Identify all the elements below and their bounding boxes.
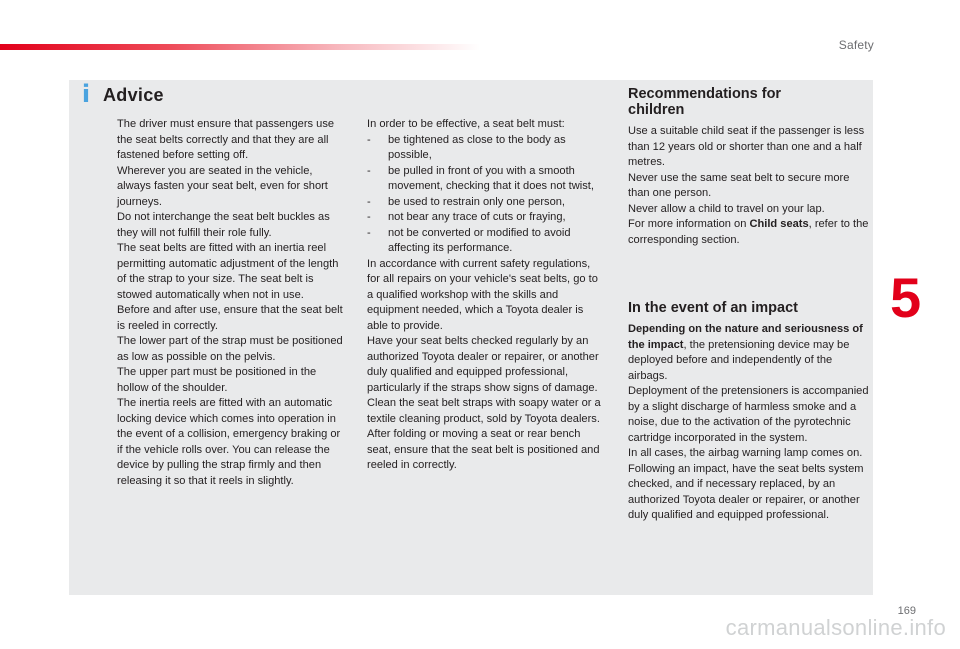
- list-dash: -: [367, 164, 371, 177]
- list-item: - not be converted or modified to avoid affecting its performance.: [367, 226, 571, 254]
- list-dash: -: [367, 211, 371, 223]
- list-dash: -: [367, 226, 371, 239]
- paragraph: Depending on the nature and seriousness of the impact, the pretensioning device may be deployed before and independently of the airbags.: [628, 323, 863, 382]
- list-item: - be used to restrain only one person,: [367, 195, 602, 211]
- paragraph: The driver must ensure that passengers use the seat belts correctly and that they are all fastened before setting off.: [117, 118, 335, 161]
- list-dash: -: [367, 195, 371, 208]
- chapter-number: 5: [890, 266, 922, 329]
- list-item: - be pulled in front of you with a smooth movement, checking that it does not twist,: [367, 164, 594, 192]
- advice-column-1: [117, 117, 347, 489]
- impact-title: In the event of an impact: [628, 300, 798, 316]
- list-item: - be tightened as close to the body as possible,: [367, 133, 566, 161]
- info-icon: i: [81, 80, 91, 108]
- paragraph: Do not interchange the seat belt buckles as they will not fulfill their role fully.: [117, 211, 330, 239]
- child-seats-reference: Child seats: [749, 218, 809, 230]
- list-dash: -: [367, 133, 371, 146]
- paragraph: For more information on Child seats, refer to the corresponding section.: [628, 218, 869, 246]
- watermark: carmanualsonline.info: [725, 615, 946, 640]
- header-accent-bar: [0, 44, 480, 50]
- advice-column-2: [367, 117, 602, 474]
- paragraph: After folding or moving a seat or rear bench seat, ensure that the seat belt is positioned and reeled in correctly.: [367, 428, 600, 471]
- section-label: Safety: [838, 38, 874, 52]
- recommendations-title: Recommendations for children: [628, 86, 782, 118]
- page-number: 169: [897, 605, 916, 617]
- paragraph: In accordance with current safety regulations, for all repairs on your vehicle's seat belts, go to a qualified workshop with the skills and equipment needed, which a Toyota dealer is able to provide.: [367, 257, 598, 332]
- paragraph: Before and after use, ensure that the seat belt is reeled in correctly.: [117, 304, 343, 332]
- paragraph: Have your seat belts checked regularly by an authorized Toyota dealer or repairer, or another duly qualified and equipped professional, particularly if the straps show signs of damage.: [367, 335, 599, 394]
- list-item: - not bear any trace of cuts or fraying,: [367, 210, 602, 226]
- paragraph: The upper part must be positioned in the hollow of the shoulder.: [117, 366, 317, 394]
- paragraph: Following an impact, have the seat belts system checked, and if necessary replaced, by an authorized Toyota dealer or repairer, or another duly qualified and equipped professional.: [628, 462, 864, 521]
- recommendations-column: [628, 124, 870, 248]
- paragraph: In all cases, the airbag warning lamp comes on.: [628, 447, 863, 459]
- impact-column: [628, 322, 870, 524]
- paragraph: The seat belts are fitted with an inertia reel permitting automatic adjustment of the length of the strap to your size. The seat belt is stowed automatically when not in use.: [117, 242, 339, 301]
- paragraph: Deployment of the pretensioners is accompanied by a slight discharge of harmless smoke and a noise, due to the activation of the pyrotechnic cartridge incorporated in the system.: [628, 385, 869, 444]
- paragraph: In order to be effective, a seat belt must:: [367, 118, 565, 130]
- paragraph: Never use the same seat belt to secure more than one person.: [628, 171, 850, 199]
- paragraph: The inertia reels are fitted with an automatic locking device which comes into operation in the event of a collision, emergency braking or if the vehicle rolls over. You can release the device by pulling the strap firmly and then releasing it so that it reels in slightly.: [117, 397, 341, 487]
- paragraph: Clean the seat belt straps with soapy water or a textile cleaning product, sold by Toyota dealers.: [367, 397, 601, 425]
- paragraph: Use a suitable child seat if the passenger is less than 12 years old or shorter than one and a half metres.: [628, 125, 865, 168]
- paragraph: Wherever you are seated in the vehicle, always fasten your seat belt, even for short journeys.: [117, 164, 328, 208]
- paragraph: The lower part of the strap must be positioned as low as possible on the pelvis.: [117, 335, 343, 363]
- paragraph: Never allow a child to travel on your lap.: [628, 202, 825, 215]
- advice-title: Advice: [103, 85, 164, 105]
